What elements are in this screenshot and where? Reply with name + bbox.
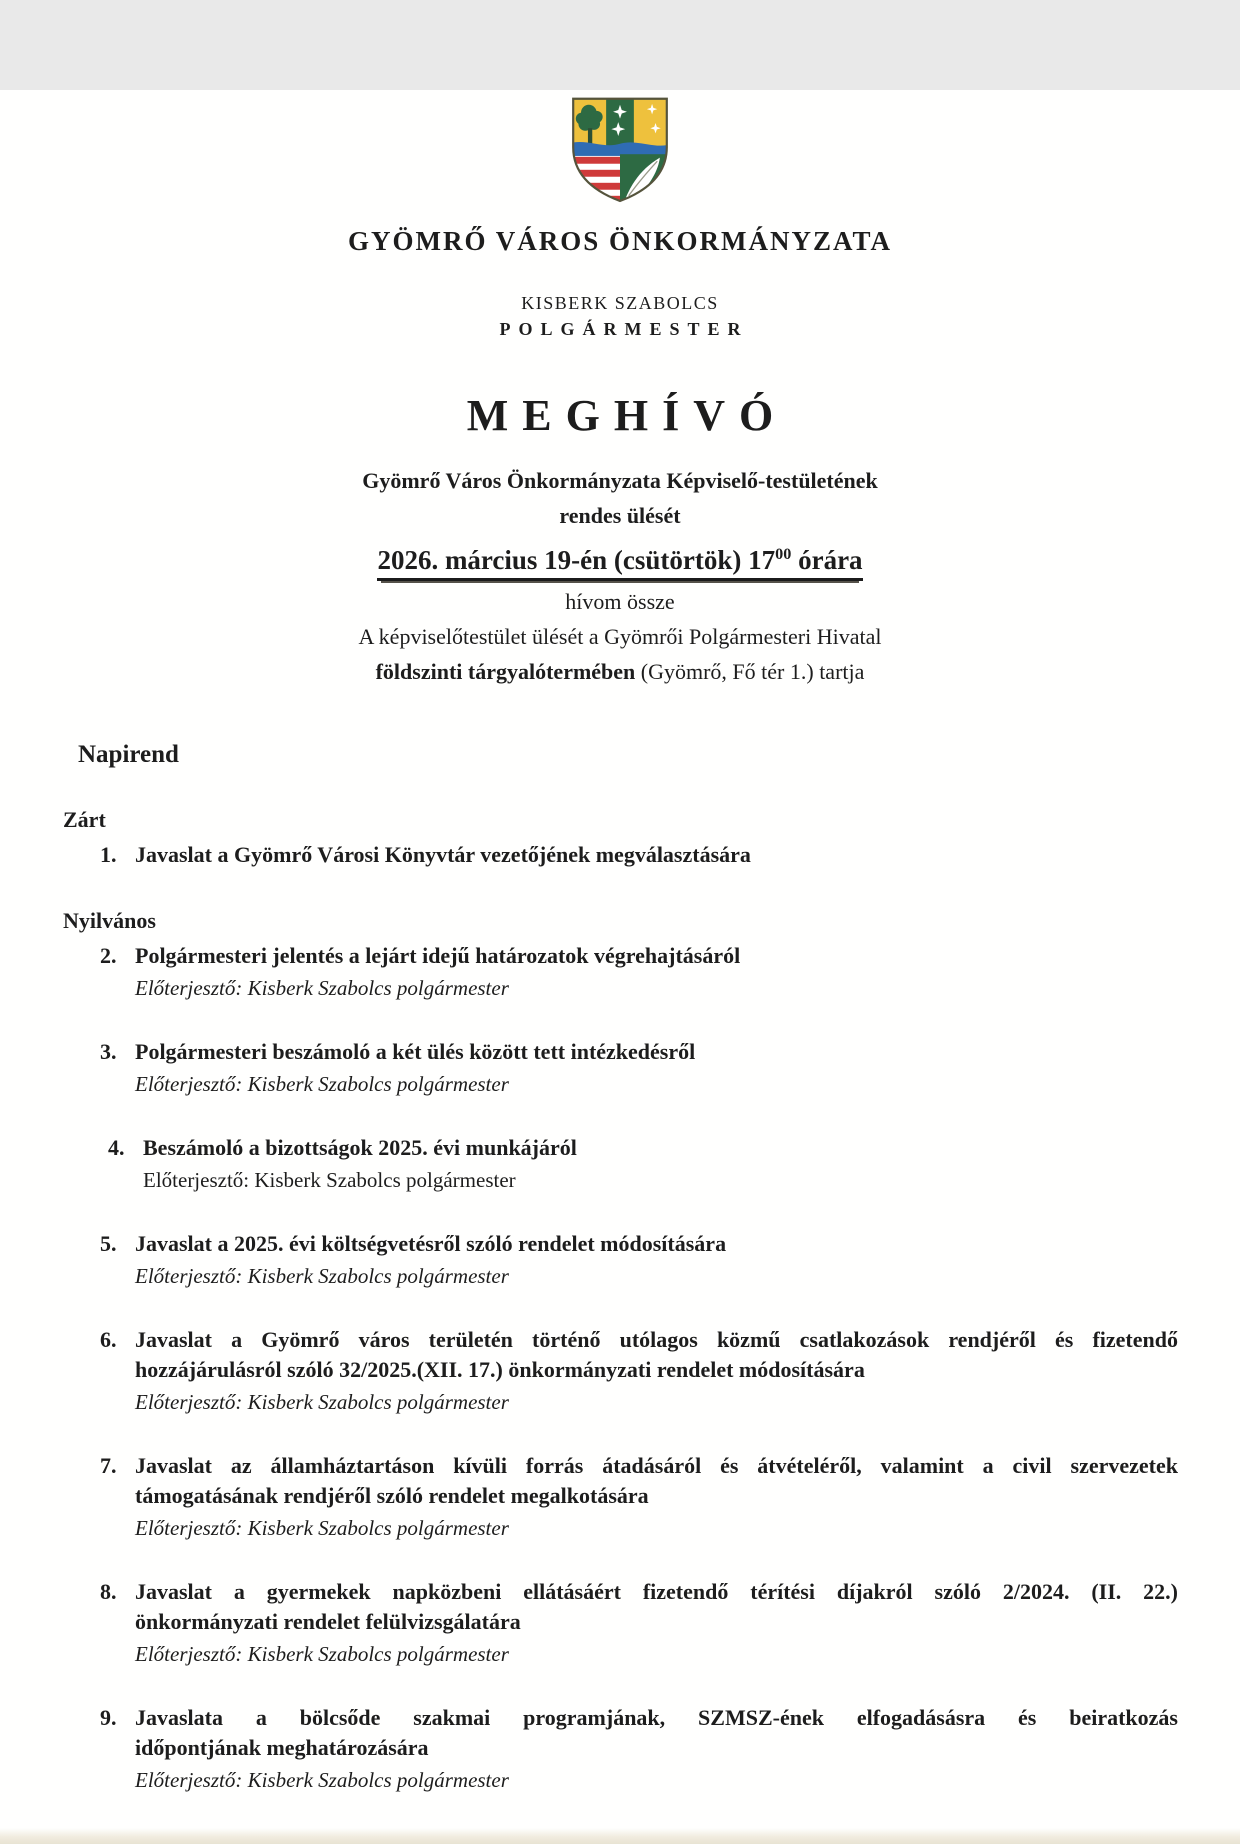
agenda-item <box>63 1577 1182 1669</box>
meeting-date-tail: órára <box>791 545 863 575</box>
agenda-item <box>63 1703 1182 1795</box>
venue-line-1: A képviselőtestület ülését a Gyömrői Polgármesteri Hivatal <box>358 624 882 649</box>
agenda-sections <box>0 807 1240 1795</box>
agenda-item-presenter: Előterjesztő: Kisberk Szabolcs polgármester <box>135 1516 509 1540</box>
agenda-item-title-line: időpontjának meghatározására <box>135 1735 429 1760</box>
agenda-item-presenter: Előterjesztő: Kisberk Szabolcs polgármester <box>135 1264 509 1288</box>
venue-address: (Gyömrő, Fő tér 1.) tartja <box>635 659 865 684</box>
agenda-item-title-line: Javaslat a Gyömrő város területén történő utólagos közmű csatlakozások rendjéről és fizetendő <box>135 1327 1178 1352</box>
meeting-date-line <box>0 537 1240 578</box>
agenda-item-number: 5. <box>100 1231 117 1256</box>
agenda-item <box>63 1325 1182 1417</box>
intro-line-session-type: rendes ülését <box>559 503 681 528</box>
agenda-item-number: 6. <box>100 1327 117 1352</box>
intro-line-summon: hívom össze <box>565 589 675 614</box>
agenda-section-label: Zárt <box>63 807 106 832</box>
agenda-item-title <box>135 1325 1178 1385</box>
agenda-item-title <box>135 840 1178 870</box>
agenda-item-title-line: Beszámoló a bizottságok 2025. évi munkájáról <box>143 1135 577 1160</box>
scanned-document-page <box>0 90 1240 1844</box>
agenda-item-number: 8. <box>100 1579 117 1604</box>
agenda-item-presenter: Előterjesztő: Kisberk Szabolcs polgármester <box>135 976 509 1000</box>
agenda-item-presenter: Előterjesztő: Kisberk Szabolcs polgármester <box>135 1768 509 1792</box>
agenda-item-number: 2. <box>100 943 117 968</box>
agenda-item-number: 1. <box>100 842 117 867</box>
agenda-item-title-line: hozzájárulásról szóló 32/2025.(XII. 17.) önkormányzati rendelet módosítására <box>135 1357 865 1382</box>
venue-line-2 <box>0 654 1240 689</box>
agenda-item-title <box>135 941 1178 971</box>
agenda-item-presenter: Előterjesztő: Kisberk Szabolcs polgármester <box>135 1642 509 1666</box>
agenda-item-title-line: Polgármesteri beszámoló a két ülés között tett intézkedésről <box>135 1039 696 1064</box>
agenda-item <box>63 1229 1182 1291</box>
gyomro-coat-of-arms <box>568 90 672 208</box>
agenda-item-title <box>135 1451 1178 1511</box>
agenda-item-title-line: támogatásának rendjéről szóló rendelet megalkotására <box>135 1483 649 1508</box>
agenda-item-title-line: Javaslat a gyermekek napközbeni ellátásáért fizetendő térítési díjakról szóló 2/2024. (II. 22.) <box>135 1579 1178 1604</box>
agenda-item-title-line: Javaslat a Gyömrő Városi Könyvtár vezetőjének megválasztására <box>135 842 751 867</box>
agenda-item <box>63 1037 1182 1099</box>
agenda-item-title <box>135 1229 1178 1259</box>
agenda-item-number: 7. <box>100 1453 117 1478</box>
mayor-title: POLGÁRMESTER <box>499 319 749 339</box>
agenda-item-title-line: Javaslat az államháztartáson kívüli forrás átadásáról és átvételéről, valamint a civil szervezetek <box>135 1453 1178 1478</box>
scan-edge-artifact <box>0 1828 1240 1844</box>
meeting-date: 2026. március 19-én (csütörtök) 17 <box>377 545 776 575</box>
agenda-item-title-line: Polgármesteri jelentés a lejárt idejű határozatok végrehajtásáról <box>135 943 741 968</box>
agenda-section-label: Nyilvános <box>63 908 156 933</box>
agenda-item-presenter: Előterjesztő: Kisberk Szabolcs polgármester <box>135 1390 509 1414</box>
agenda-item-number: 3. <box>100 1039 117 1064</box>
agenda-item-title <box>143 1133 1182 1163</box>
organization-name: GYÖMRŐ VÁROS ÖNKORMÁNYZATA <box>348 226 892 256</box>
venue-room: földszinti tárgyalótermében <box>375 659 636 684</box>
agenda-item-presenter: Előterjesztő: Kisberk Szabolcs polgármester <box>143 1168 516 1192</box>
agenda-item-presenter: Előterjesztő: Kisberk Szabolcs polgármester <box>135 1072 509 1096</box>
agenda-heading: Napirend <box>78 741 179 768</box>
agenda-item <box>63 1451 1182 1543</box>
agenda-item <box>63 941 1182 1003</box>
agenda-item <box>63 1133 1182 1195</box>
agenda-item-title <box>135 1577 1178 1637</box>
invitation-intro <box>0 463 1240 689</box>
mayor-name: KISBERK SZABOLCS <box>521 293 719 313</box>
document-title: MEGHÍVÓ <box>466 391 788 440</box>
agenda-item-title <box>135 1037 1178 1067</box>
agenda-item-title-line: Javaslata a bölcsőde szakmai programjának, SZMSZ-ének elfogadásásra és beiratkozás <box>135 1705 1178 1730</box>
agenda-item-number: 9. <box>100 1705 117 1730</box>
intro-line-body: Gyömrő Város Önkormányzata Képviselő-testületének <box>362 468 878 493</box>
agenda-item-title-line: önkormányzati rendelet felülvizsgálatára <box>135 1609 521 1634</box>
agenda-item-number: 4. <box>108 1135 125 1160</box>
agenda-item-title <box>135 1703 1178 1763</box>
agenda-item-title-line: Javaslat a 2025. évi költségvetésről szóló rendelet módosítására <box>135 1231 727 1256</box>
agenda-item <box>63 840 1182 870</box>
meeting-time-superscript: 00 <box>775 545 792 563</box>
